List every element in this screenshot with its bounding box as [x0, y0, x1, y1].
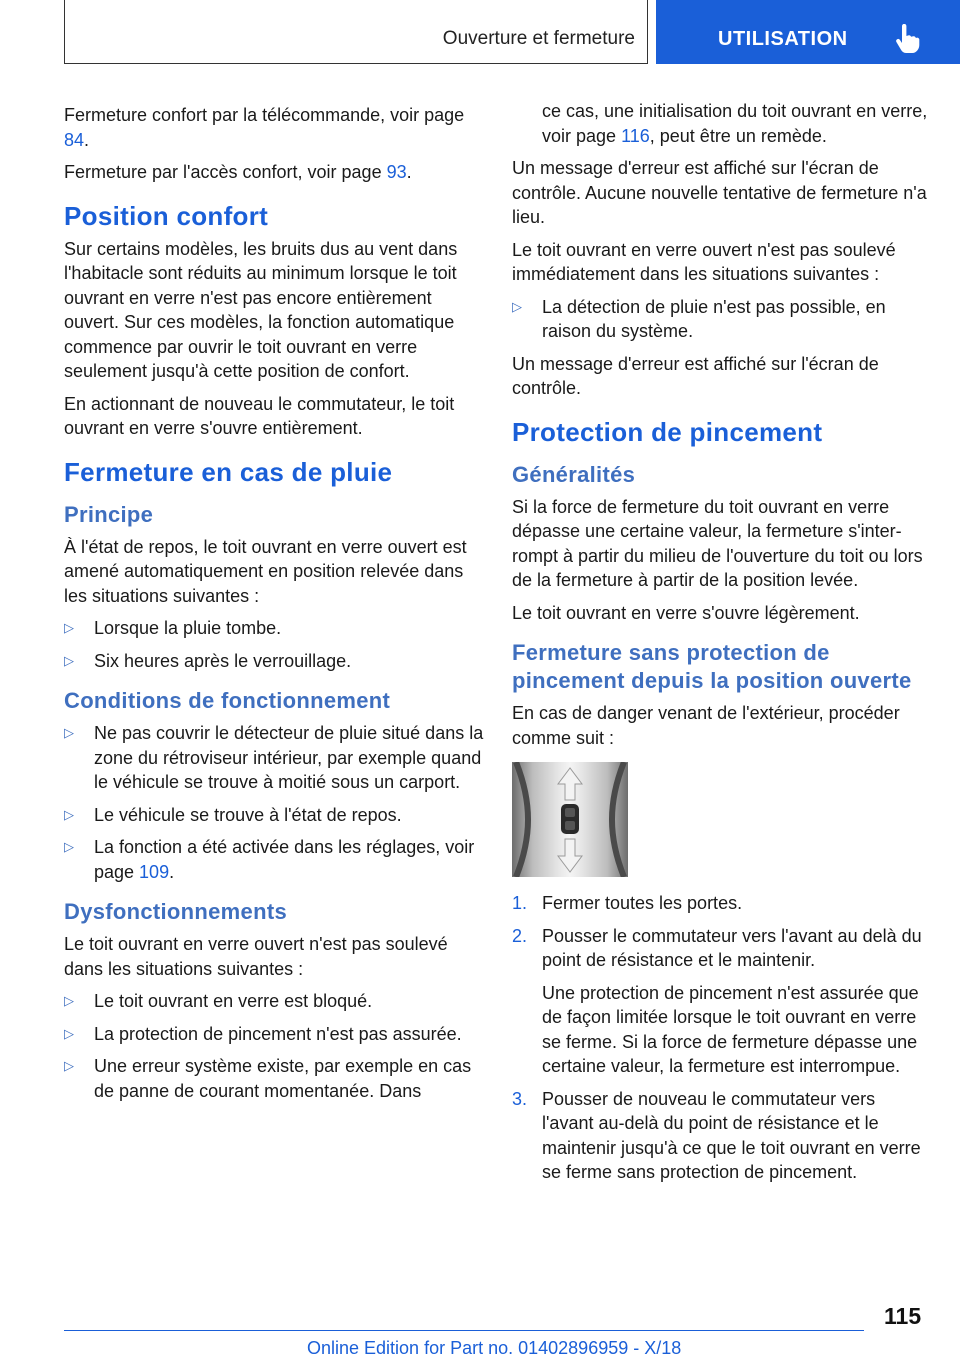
list-item-text: Pousser le commutateur vers l'avant au delà du point de résistance et le maintenir.: [542, 925, 922, 970]
bullet-list: [512, 295, 930, 344]
list-item: [64, 649, 484, 674]
text: ce cas, une initialisation du toit ouvrant en verre, voir page: [542, 101, 928, 146]
subheading-dysfonctionnements: Dysfonctionnements: [64, 899, 287, 924]
step-note: Une protection de pincement n'est assurée que de façon limitée lorsque le toit ouvrant en verre se ferme. Si la force de fermeture dépasse une certaine valeur, la fermeture est interrompue.: [542, 982, 919, 1076]
list-item-text: Le véhicule se trouve à l'état de repos.: [94, 804, 402, 825]
list-item-text: La détection de pluie n'est pas possible, en raison du système.: [542, 296, 886, 341]
list-item-text: Pousser de nouveau le commutateur vers l'avant au-delà du point de résistance et le maintenir jusqu'à ce que le toit ouvrant en verre se ferme sans protection de pincement.: [542, 1088, 921, 1182]
chapter-title: UTILISATION: [718, 28, 848, 50]
list-item: [512, 924, 930, 973]
heading-fermeture-pluie: Fermeture en cas de pluie: [64, 456, 393, 487]
paragraph: Fermeture par l'accès confort, voir page 93.: [64, 162, 412, 182]
text: Fermeture par l'accès confort, voir page: [64, 162, 387, 182]
step-number: 3.: [512, 1088, 528, 1109]
list-item-text: Une erreur système existe, par exemple en cas de panne de courant momentanée. Dans: [94, 1056, 472, 1101]
numbered-list: [512, 891, 930, 1185]
bullet-list: [64, 989, 484, 1103]
page-link[interactable]: 109: [139, 861, 170, 882]
list-item-text: La fonction a été activée dans les réglages, voir page: [94, 837, 475, 882]
paragraph: En cas de danger venant de l'extérieur, procéder comme suit :: [512, 703, 900, 748]
paragraph: À l'état de repos, le toit ouvrant en verre ouvert est amené automatiquement en position relevée dans les situations suivantes :: [64, 536, 467, 606]
list-item-text: Fermer toutes les portes.: [542, 893, 743, 913]
paragraph: Le toit ouvrant en verre s'ouvre légèrement.: [512, 602, 860, 623]
subheading-conditions: Conditions de fonctionnement: [64, 688, 391, 713]
triangle-bullet-icon: ▷: [64, 993, 74, 1008]
list-item-text: La protection de pincement n'est pas assurée.: [94, 1023, 462, 1044]
bullet-list: [64, 616, 484, 673]
list-item: [64, 803, 484, 828]
list-item: [512, 981, 930, 1079]
running-header: [64, 0, 648, 64]
list-item: [512, 891, 930, 916]
list-item: [64, 1022, 484, 1047]
list-item-text: Six heures après le verrouillage.: [94, 650, 352, 671]
hand-pointer-icon: [894, 24, 920, 54]
list-item: [64, 616, 484, 641]
paragraph: Le toit ouvrant en verre ouvert n'est pas soulevé dans les situations suivantes :: [64, 934, 448, 979]
chapter-tab: [656, 0, 960, 64]
list-item-text: Le toit ouvrant en verre est bloqué.: [94, 991, 373, 1011]
triangle-bullet-icon: ▷: [64, 806, 74, 822]
step-number: 2.: [512, 925, 528, 946]
list-item-text: Lorsque la pluie tombe.: [94, 618, 282, 638]
paragraph: Fermeture confort par la télécommande, voir page 84.: [64, 105, 465, 150]
heading-position-confort: Position confort: [64, 200, 269, 231]
subheading-principe: Principe: [64, 501, 154, 527]
bullet-list: [64, 721, 484, 884]
triangle-bullet-icon: ▷: [512, 298, 522, 314]
paragraph: [512, 99, 930, 148]
left-column: [64, 103, 484, 1111]
footer-edition: Online Edition for Part no. 01402896959 - X/18: [307, 1338, 682, 1358]
text: , peut être un remède.: [649, 125, 827, 146]
list-item: ▷ La fonction a été activée dans les réglages, voir page 109.: [64, 837, 475, 882]
section-title: Ouverture et fermeture: [442, 28, 635, 49]
paragraph: Un message d'erreur est affiché sur l'écran de contrôle. Aucune nouvelle tentative de fermeture n'a lieu.: [512, 158, 927, 227]
subheading-generalites: Généralités: [512, 461, 636, 487]
triangle-bullet-icon: ▷: [64, 652, 74, 668]
list-item-text: Ne pas couvrir le détecteur de pluie situé dans la zone du rétroviseur intérieur, par exemple quand le véhicule se trouve à moitié sous un carport.: [94, 723, 484, 792]
triangle-bullet-icon: ▷: [64, 1025, 74, 1041]
page-link[interactable]: 93: [386, 162, 407, 182]
triangle-bullet-icon: ▷: [64, 839, 74, 854]
page-link[interactable]: 84: [64, 129, 85, 150]
text: Fermeture confort par la télécommande, voir page: [64, 105, 465, 125]
list-item: [64, 1054, 484, 1103]
list-item: [512, 1087, 930, 1185]
paragraph: Si la force de fermeture du toit ouvrant en verre dépasse une certaine valeur, la fermeture s'interrompt à partir du milieu de l'ouverture du toit ou lors de la fermeture à partir de la position levée.: [512, 496, 923, 590]
list-item: [64, 989, 484, 1014]
page-link[interactable]: 116: [621, 125, 650, 146]
triangle-bullet-icon: ▷: [64, 725, 74, 740]
page-number: 115: [884, 1303, 922, 1329]
footer-divider: [64, 1330, 864, 1331]
paragraph: Sur certains modèles, les bruits dus au vent dans l'habitacle sont réduits au minimum lorsque le toit ouvrant en verre n'est pas encore entièrement ouvert. Sur ces modèles, la fonction automatique commence par ouvrir le toit ouvrant en verre seulement jusqu'à cette position de confort.: [64, 238, 458, 381]
right-column: [512, 103, 930, 1193]
triangle-bullet-icon: ▷: [64, 620, 74, 635]
heading-protection-pincement: Protection de pincement: [512, 416, 823, 447]
triangle-bullet-icon: ▷: [64, 1058, 74, 1073]
step-number: 1.: [512, 893, 528, 913]
paragraph: Un message d'erreur est affiché sur l'écran de contrôle.: [512, 353, 879, 398]
paragraph: En actionnant de nouveau le commutateur, le toit ouvrant en verre s'ouvre entièrement.: [64, 393, 455, 438]
subheading-fermeture-sans-protection: Fermeture sans protection de pincement depuis la position ouverte: [512, 640, 912, 693]
paragraph: Le toit ouvrant en verre ouvert n'est pas soulevé immédiatement dans les situations suivantes :: [512, 239, 896, 284]
list-item: [64, 721, 484, 795]
list-item: [512, 295, 930, 344]
roof-switch-photo: [512, 762, 628, 877]
roof-switch-illustration: [512, 762, 628, 877]
